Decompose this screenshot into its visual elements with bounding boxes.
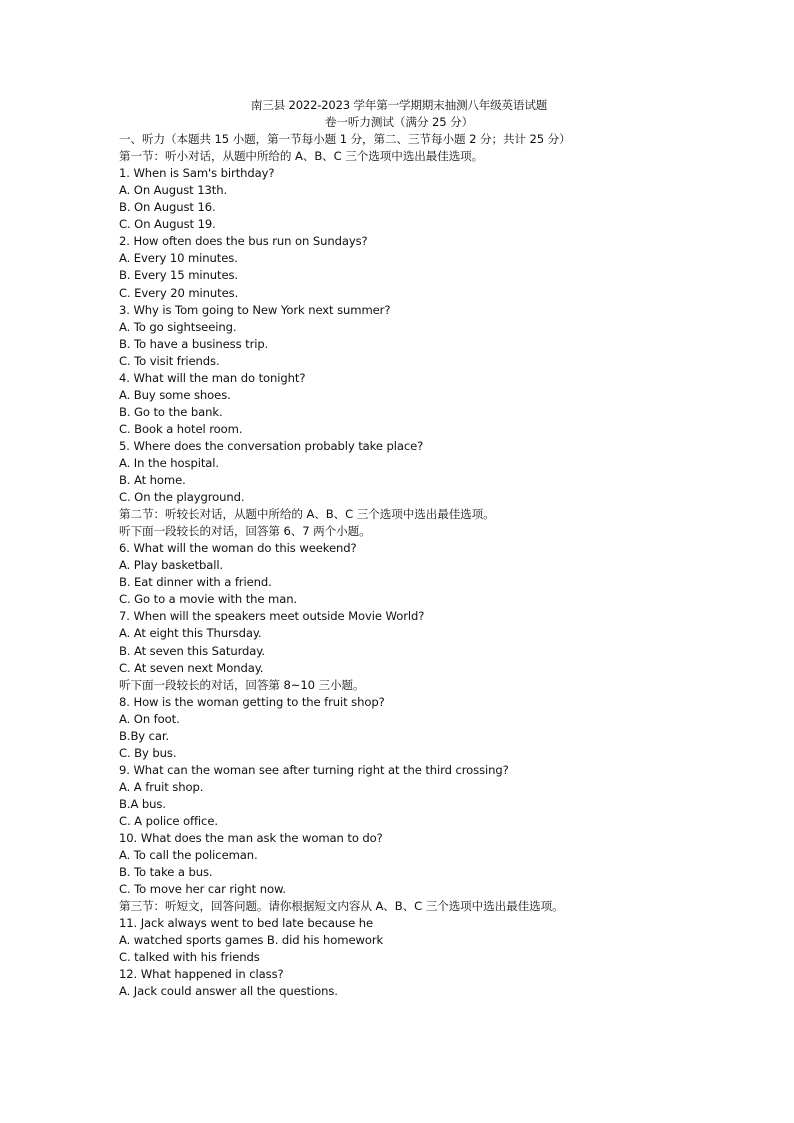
text-line: 5. Where does the conversation probably take place? bbox=[119, 438, 424, 453]
text-line: 2. How often does the bus run on Sundays? bbox=[119, 234, 368, 249]
text-line: 7. When will the speakers meet outside Movie World? bbox=[119, 609, 425, 624]
text-line: B. At seven this Saturday. bbox=[119, 643, 266, 658]
text-line: C. Go to a movie with the man. bbox=[119, 592, 298, 607]
text-line: C. Every 20 minutes. bbox=[119, 285, 239, 300]
text-line: A. Jack could answer all the questions. bbox=[119, 984, 338, 999]
text-line: 6. What will the woman do this weekend? bbox=[119, 541, 357, 556]
text-line: A. Play basketball. bbox=[119, 558, 224, 573]
text-line: 听下面一段较长的对话，回答第 6、7 两个小题。 bbox=[119, 524, 371, 539]
text-line: B. To take a bus. bbox=[119, 865, 213, 880]
text-line: 1. When is Sam's birthday? bbox=[119, 166, 275, 181]
text-line: C. By bus. bbox=[119, 745, 177, 760]
text-line: 一、听力（本题共 15 小题，第一节每小题 1 分，第二、三节每小题 2 分；共计 25 分） bbox=[119, 132, 571, 147]
text-line: A. To call the policeman. bbox=[119, 848, 258, 863]
text-line: 11. Jack always went to bed late because he bbox=[119, 916, 374, 931]
text-line: A. Buy some shoes. bbox=[119, 387, 231, 402]
text-line: A. A fruit shop. bbox=[119, 779, 204, 794]
text-line: A. Every 10 minutes. bbox=[119, 251, 238, 266]
text-line: B. At home. bbox=[119, 473, 186, 488]
page-subtitle: 卷一听力测试（满分 25 分） bbox=[324, 115, 474, 130]
text-line: 12. What happened in class? bbox=[119, 967, 284, 982]
text-line: 8. How is the woman getting to the fruit shop? bbox=[119, 694, 385, 709]
text-line: B. On August 16. bbox=[119, 200, 216, 215]
page-title: 南三县 2022-2023 学年第一学期期末抽测八年级英语试题 bbox=[250, 98, 548, 112]
text-line: B. Go to the bank. bbox=[119, 404, 223, 419]
text-line: C. To visit friends. bbox=[119, 353, 220, 368]
text-line: B. To have a business trip. bbox=[119, 336, 269, 351]
text-line: A. On foot. bbox=[119, 711, 180, 726]
text-line: C. On the playground. bbox=[119, 490, 245, 505]
text-line: C. At seven next Monday. bbox=[119, 660, 264, 675]
text-line: A. At eight this Thursday. bbox=[119, 626, 262, 641]
text-line: 听下面一段较长的对话，回答第 8~10 三小题。 bbox=[119, 677, 365, 692]
text-line: C. Book a hotel room. bbox=[119, 421, 243, 436]
text-line: A. To go sightseeing. bbox=[119, 319, 237, 334]
text-line: A. In the hospital. bbox=[119, 455, 219, 470]
text-line: B. Every 15 minutes. bbox=[119, 268, 239, 283]
text-line: C. talked with his friends bbox=[119, 950, 260, 965]
text-line: 10. What does the man ask the woman to do? bbox=[119, 831, 383, 846]
text-line: C. On August 19. bbox=[119, 217, 216, 232]
exam-page bbox=[119, 97, 679, 1000]
text-line: B.By car. bbox=[119, 728, 170, 743]
text-line: 4. What will the man do tonight? bbox=[119, 370, 306, 385]
text-line: 第一节：听小对话，从题中所给的 A、B、C 三个选项中选出最佳选项。 bbox=[119, 149, 484, 164]
text-line: B.A bus. bbox=[119, 796, 166, 811]
text-line: C. A police office. bbox=[119, 813, 218, 828]
text-line: 第二节：听较长对话，从题中所给的 A、B、C 三个选项中选出最佳选项。 bbox=[119, 507, 495, 522]
text-line: A. On August 13th. bbox=[119, 183, 228, 198]
text-line: 第三节：听短文，回答问题。请你根据短文内容从 A、B、C 三个选项中选出最佳选项。 bbox=[119, 899, 564, 914]
exam-body bbox=[119, 131, 679, 1000]
text-line: A. watched sports games B. did his homework bbox=[119, 933, 384, 948]
text-line: C. To move her car right now. bbox=[119, 882, 286, 897]
text-line: B. Eat dinner with a friend. bbox=[119, 575, 272, 590]
text-line: 9. What can the woman see after turning right at the third crossing? bbox=[119, 762, 509, 777]
text-line: 3. Why is Tom going to New York next summer? bbox=[119, 302, 391, 317]
